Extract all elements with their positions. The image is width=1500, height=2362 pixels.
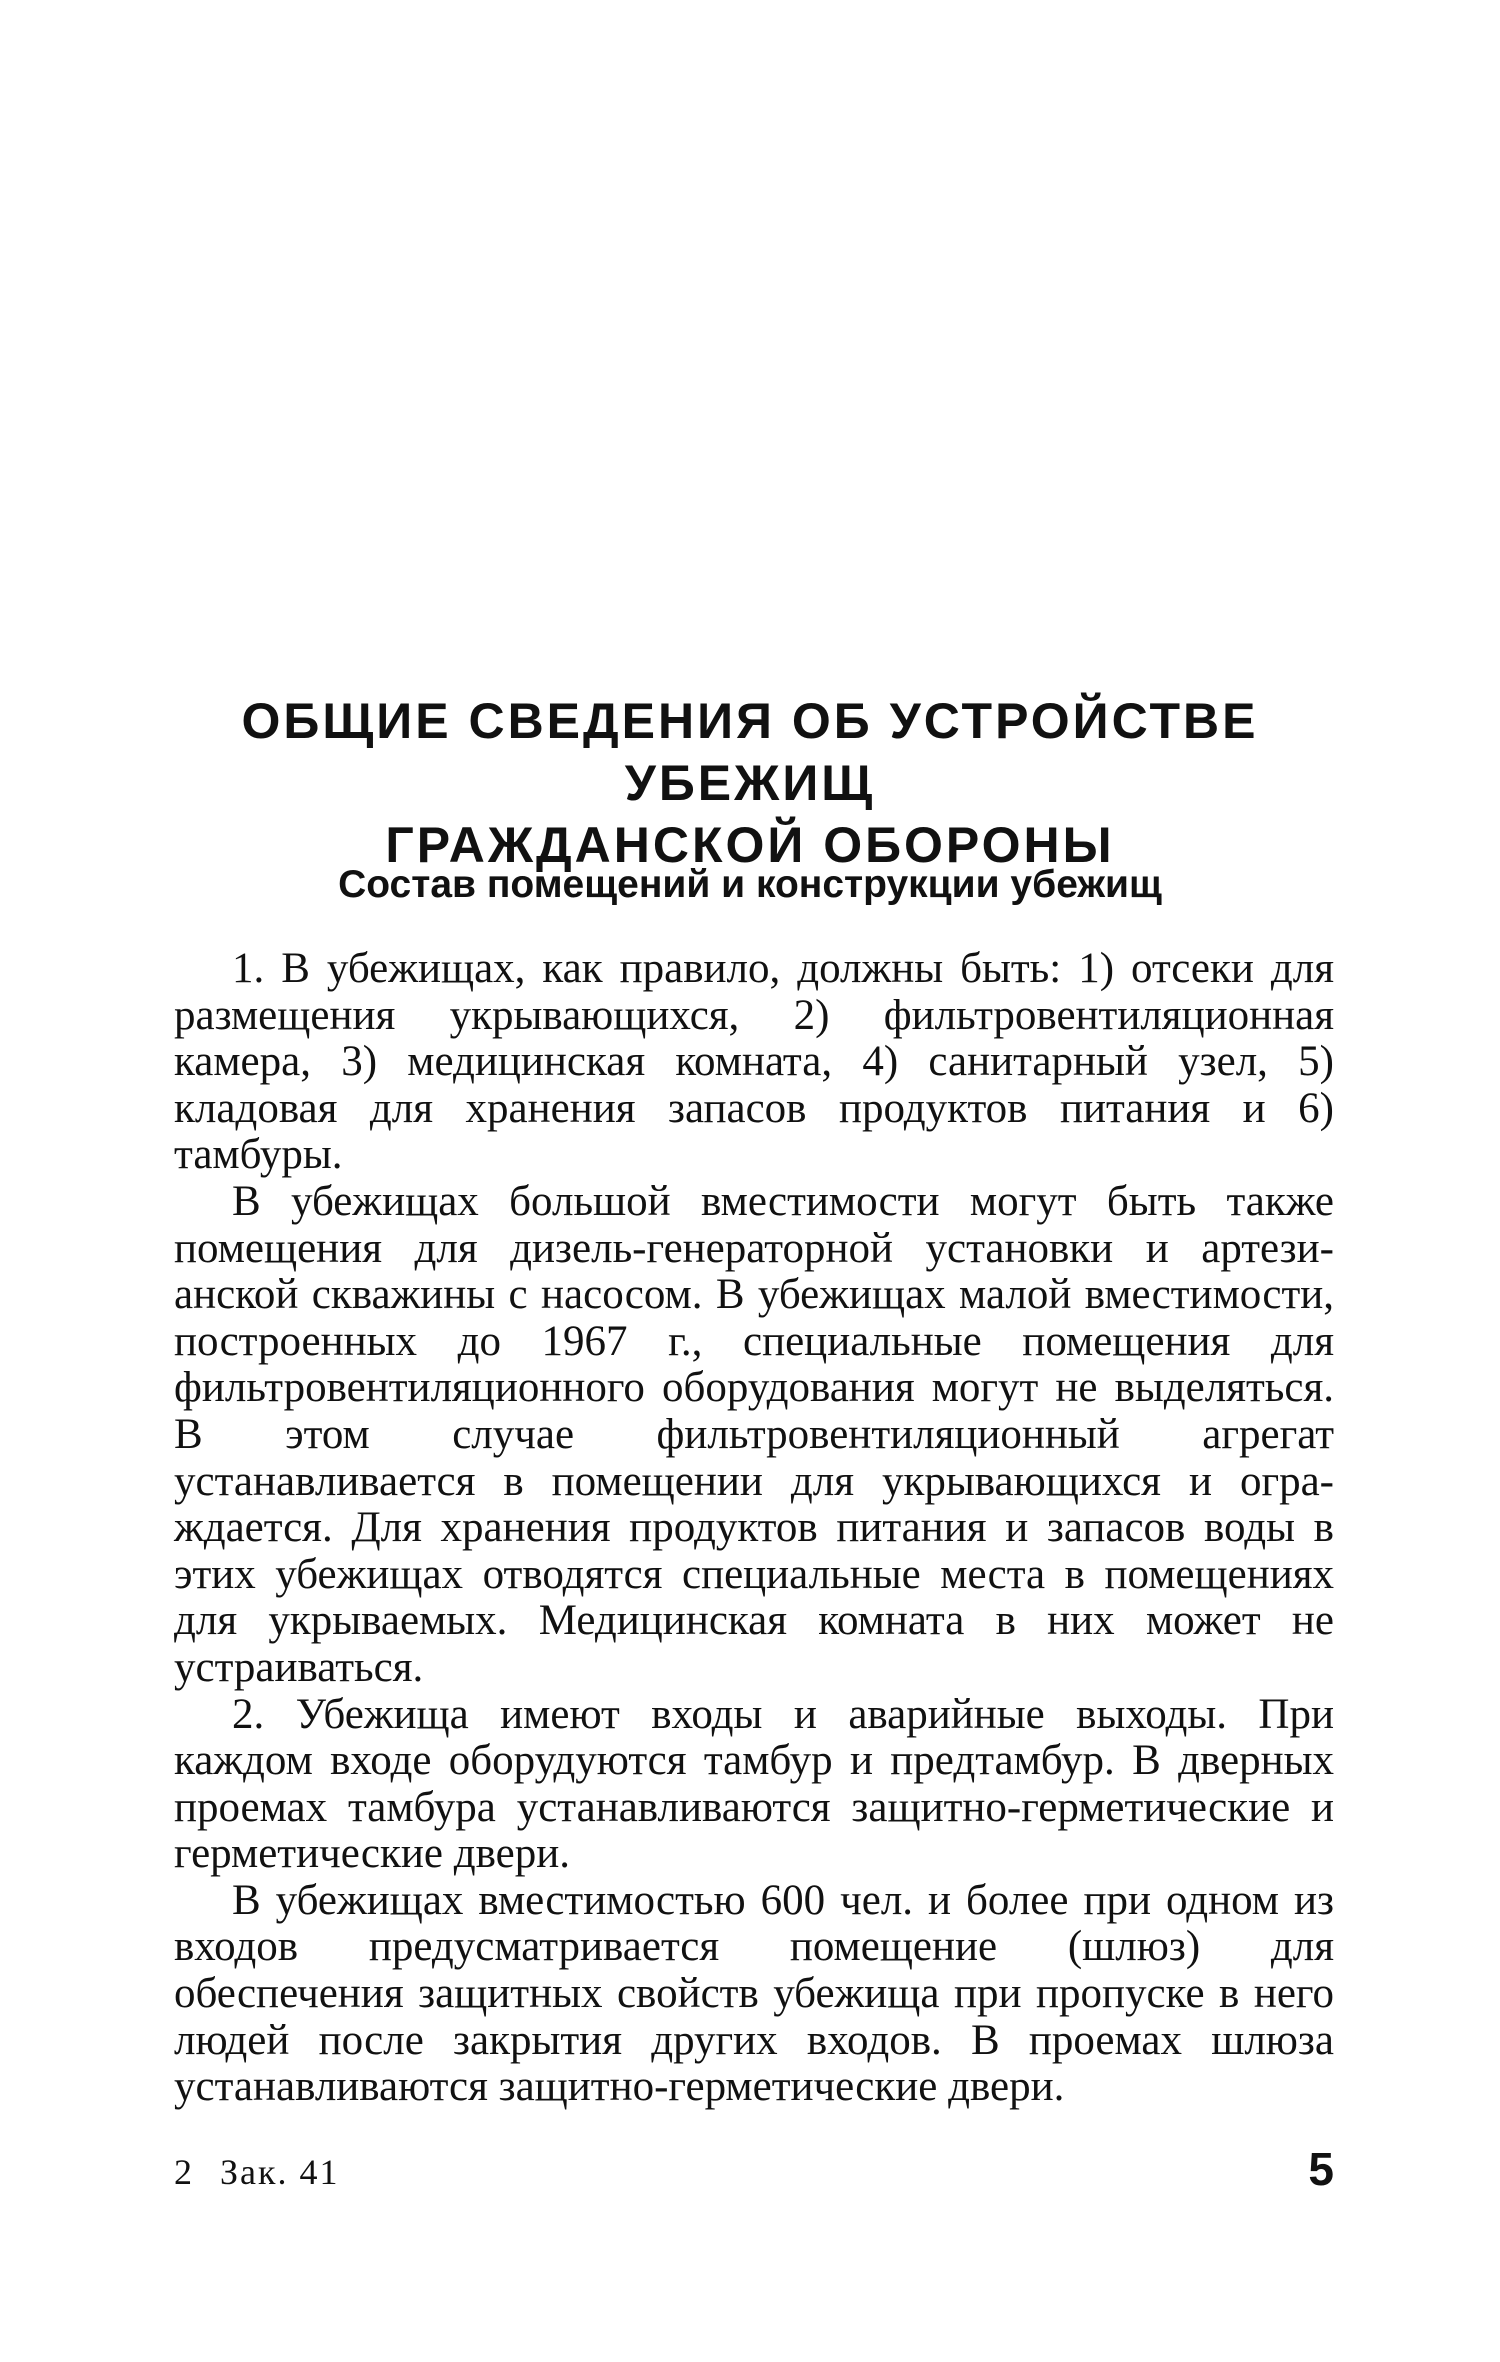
chapter-title-line-1: ОБЩИЕ СВЕДЕНИЯ ОБ УСТРОЙСТВЕ УБЕЖИЩ xyxy=(241,693,1259,811)
body-text xyxy=(174,946,1334,2111)
signature-order: Зак. 41 xyxy=(220,2152,340,2192)
paragraph-3: 2. Убежища имеют входы и аварийные выходы. При каждом входе оборудуются тамбур и предтамбур. В дверных проемах тамбура устанавливаются защитно-герметические и герметические двери. xyxy=(174,1690,1334,1878)
chapter-title-line-2: ГРАЖДАНСКОЙ ОБОРОНЫ xyxy=(385,817,1115,873)
section-title: Состав помещений и конструкции убежищ xyxy=(338,863,1162,906)
paragraph-2: В убежищах большой вместимости могут быть также помещения для дизель-генераторной установки и артезианской скважины с насосом. В убежищах малой вместимости, построенных до 1967 г., специальные помещения для фильтровентиляционного оборудования могут не выделяться. В этом случае фильтровентиляционный агрегат устанавливается в помещении для укрывающихся и ограждается. Для хранения продуктов питания и запасов воды в этих убежищах отводятся специальные места в помещениях для укрываемых. Медицинская комната в них может не устраиваться. xyxy=(174,1177,1334,1691)
signature-number: 2 xyxy=(174,2152,194,2192)
paragraph-4: В убежищах вместимостью 600 чел. и более при одном из входов предусматривается помещение (шлюз) для обеспечения защитных свойств убежища при пропуске в него людей после закрытия других входов. В проемах шлюза устанавливаются защитно-герметические двери. xyxy=(174,1876,1334,2111)
paragraph-1: 1. В убежищах, как правило, должны быть: 1) отсеки для размещения укрывающихся, 2) фильтровентиляционная камера, 3) медицинская комната, 4) санитарный узел, 5) кладовая для хранения запасов продуктов питания и 6) тамбуры. xyxy=(174,945,1334,1179)
chapter-title xyxy=(150,690,1350,876)
printer-signature xyxy=(174,2150,340,2194)
page-number: 5 xyxy=(1308,2143,1334,2195)
